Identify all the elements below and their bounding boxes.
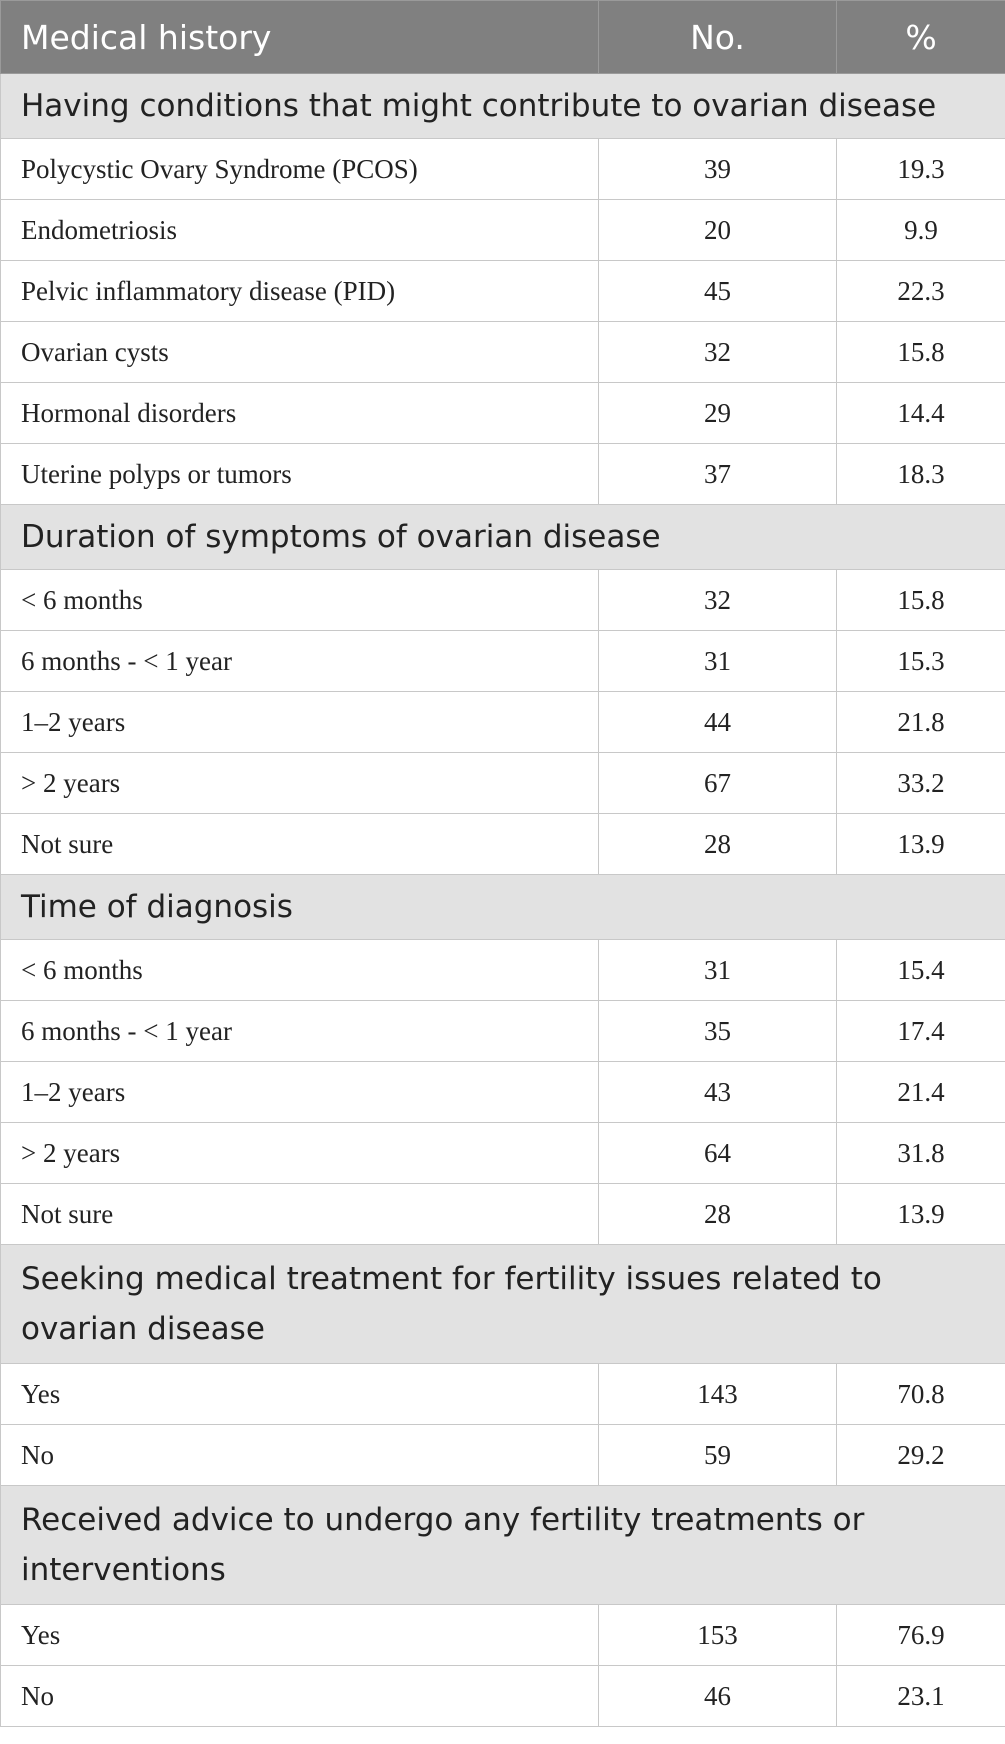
row-percent: 22.3 (837, 261, 1005, 322)
row-percent: 33.2 (837, 753, 1005, 814)
row-label: No (1, 1425, 599, 1486)
row-label: 1–2 years (1, 1062, 599, 1123)
row-label: < 6 months (1, 940, 599, 1001)
row-label: < 6 months (1, 570, 599, 631)
row-label: Polycystic Ovary Syndrome (PCOS) (1, 139, 599, 200)
table-row (1, 1605, 1005, 1666)
table-row (1, 570, 1005, 631)
row-count: 35 (599, 1001, 837, 1062)
row-count: 43 (599, 1062, 837, 1123)
table-row (1, 200, 1005, 261)
table-row (1, 692, 1005, 753)
header-count: No. (599, 1, 837, 74)
row-count: 153 (599, 1605, 837, 1666)
table-row (1, 631, 1005, 692)
row-label: Ovarian cysts (1, 322, 599, 383)
table-row (1, 383, 1005, 444)
section-row (1, 875, 1005, 940)
row-percent: 23.1 (837, 1666, 1005, 1727)
row-count: 44 (599, 692, 837, 753)
section-row (1, 1486, 1005, 1605)
table-header (1, 1, 1005, 74)
table-row (1, 139, 1005, 200)
section-title: Seeking medical treatment for fertility issues related to ovarian disease (1, 1245, 1005, 1364)
section-row (1, 74, 1005, 139)
section-title: Received advice to undergo any fertility treatments or interventions (1, 1486, 1005, 1605)
section-title: Duration of symptoms of ovarian disease (1, 505, 1005, 570)
row-label: 6 months - < 1 year (1, 1001, 599, 1062)
row-count: 39 (599, 139, 837, 200)
row-count: 31 (599, 631, 837, 692)
row-label: Not sure (1, 814, 599, 875)
table-row (1, 1425, 1005, 1486)
row-count: 31 (599, 940, 837, 1001)
row-percent: 70.8 (837, 1364, 1005, 1425)
table-row (1, 322, 1005, 383)
row-count: 46 (599, 1666, 837, 1727)
header-medical-history: Medical history (1, 1, 599, 74)
table-row (1, 814, 1005, 875)
table-row (1, 940, 1005, 1001)
row-count: 67 (599, 753, 837, 814)
row-percent: 76.9 (837, 1605, 1005, 1666)
table-row (1, 444, 1005, 505)
row-count: 28 (599, 1184, 837, 1245)
row-percent: 9.9 (837, 200, 1005, 261)
table-row (1, 1184, 1005, 1245)
row-count: 32 (599, 570, 837, 631)
row-label: > 2 years (1, 753, 599, 814)
table-row (1, 753, 1005, 814)
row-label: Hormonal disorders (1, 383, 599, 444)
row-label: Endometriosis (1, 200, 599, 261)
header-row (1, 1, 1005, 74)
row-percent: 15.8 (837, 570, 1005, 631)
row-percent: 15.4 (837, 940, 1005, 1001)
table-body (1, 74, 1005, 1727)
row-label: > 2 years (1, 1123, 599, 1184)
row-percent: 15.3 (837, 631, 1005, 692)
section-row (1, 505, 1005, 570)
row-label: No (1, 1666, 599, 1727)
table-row (1, 261, 1005, 322)
row-count: 45 (599, 261, 837, 322)
table-row (1, 1364, 1005, 1425)
row-count: 28 (599, 814, 837, 875)
row-percent: 19.3 (837, 139, 1005, 200)
row-count: 29 (599, 383, 837, 444)
row-label: Pelvic inflammatory disease (PID) (1, 261, 599, 322)
row-percent: 13.9 (837, 814, 1005, 875)
row-label: 1–2 years (1, 692, 599, 753)
row-label: Yes (1, 1605, 599, 1666)
row-percent: 21.4 (837, 1062, 1005, 1123)
row-percent: 31.8 (837, 1123, 1005, 1184)
row-percent: 21.8 (837, 692, 1005, 753)
row-count: 143 (599, 1364, 837, 1425)
row-count: 59 (599, 1425, 837, 1486)
row-percent: 17.4 (837, 1001, 1005, 1062)
row-label: Yes (1, 1364, 599, 1425)
section-title: Having conditions that might contribute to ovarian disease (1, 74, 1005, 139)
table-row (1, 1062, 1005, 1123)
row-count: 20 (599, 200, 837, 261)
row-label: Uterine polyps or tumors (1, 444, 599, 505)
row-percent: 15.8 (837, 322, 1005, 383)
row-percent: 29.2 (837, 1425, 1005, 1486)
header-percent: % (837, 1, 1005, 74)
section-title: Time of diagnosis (1, 875, 1005, 940)
row-percent: 14.4 (837, 383, 1005, 444)
row-label: Not sure (1, 1184, 599, 1245)
table-row (1, 1001, 1005, 1062)
table-row (1, 1666, 1005, 1727)
row-label: 6 months - < 1 year (1, 631, 599, 692)
row-count: 64 (599, 1123, 837, 1184)
section-row (1, 1245, 1005, 1364)
row-percent: 13.9 (837, 1184, 1005, 1245)
row-count: 32 (599, 322, 837, 383)
row-percent: 18.3 (837, 444, 1005, 505)
row-count: 37 (599, 444, 837, 505)
table-row (1, 1123, 1005, 1184)
